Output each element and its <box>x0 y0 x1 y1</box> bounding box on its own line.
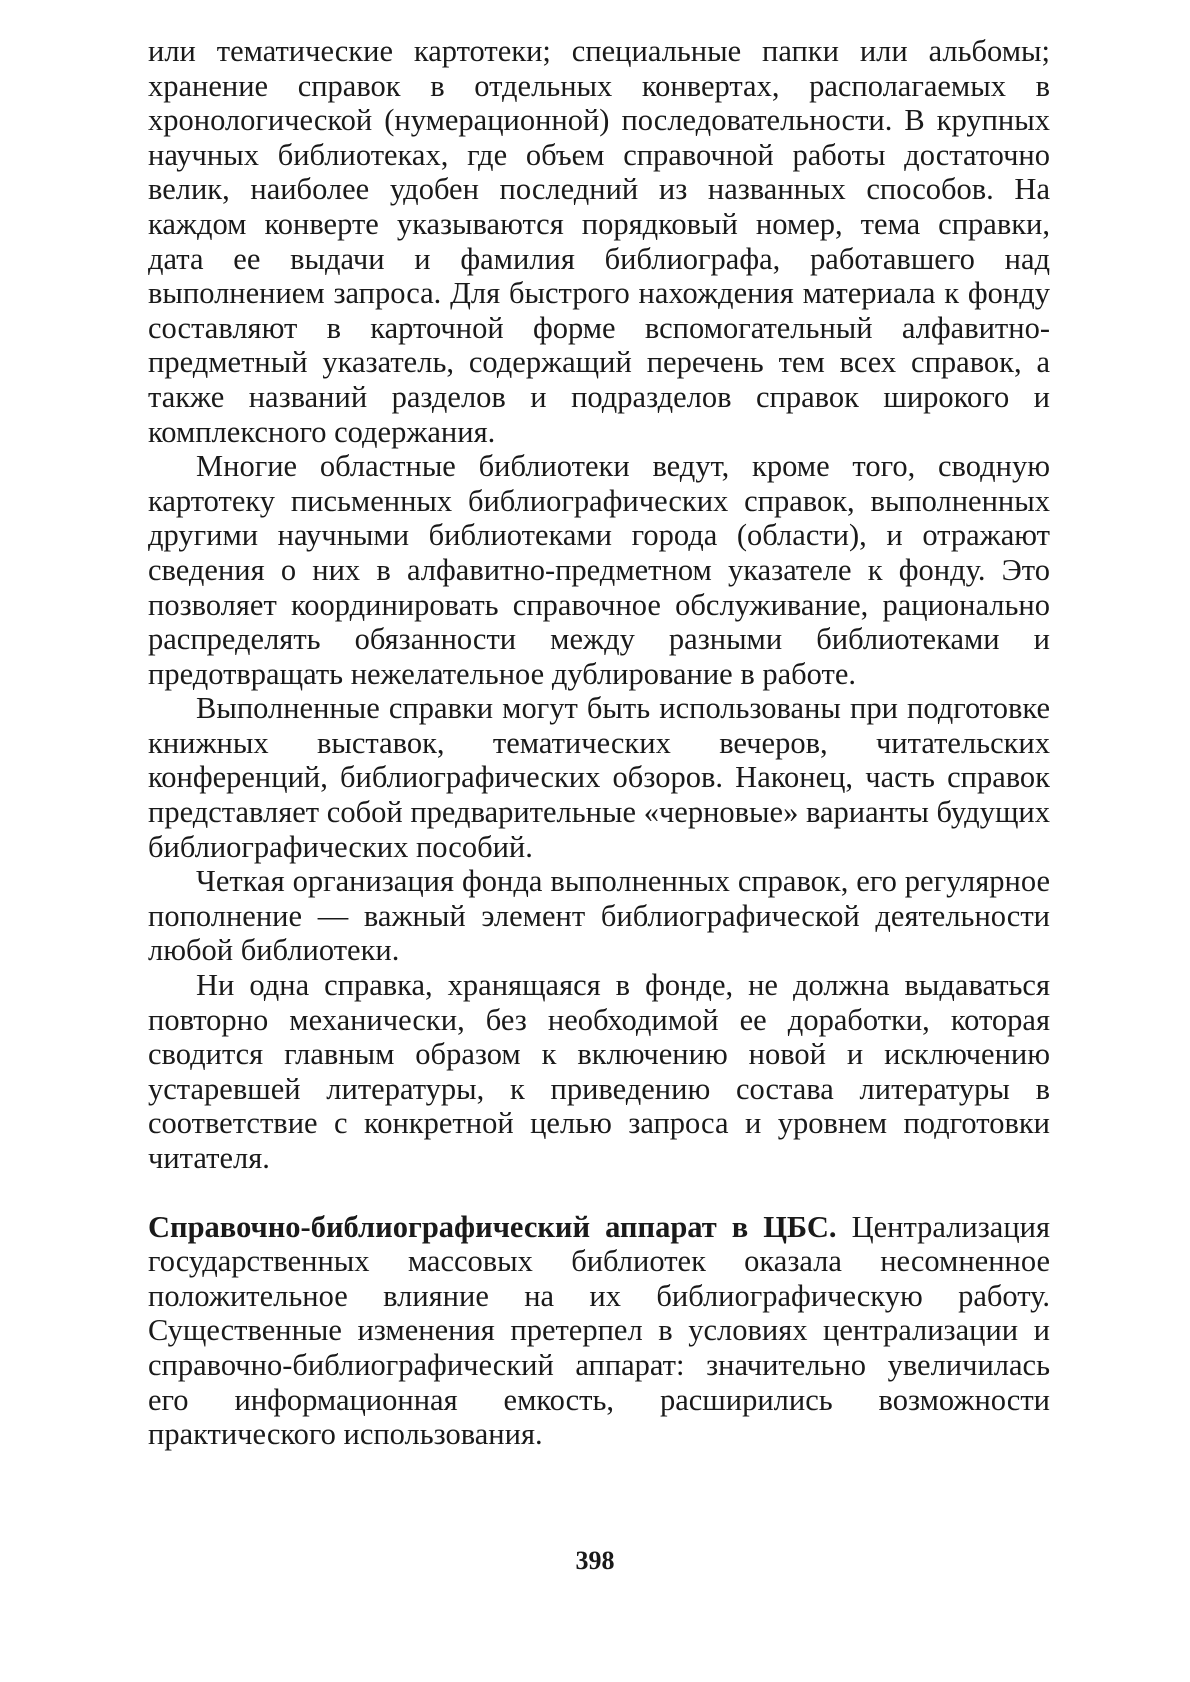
page-number: 398 <box>575 1546 615 1575</box>
section-spacer <box>148 1176 1050 1210</box>
paragraph-2: Многие областные библиотеки ведут, кроме того, сводную картотеку письменных библиографических справок, выполненных другими научными библиотеками города (области), и отражают сведения о них в алфавитно-предметном указателе к фонду. Это позволяет координировать справочное обслуживание, рационально распределять обязанности между разными библиотеками и предотвращать нежелательное дублирование в работе. <box>148 449 1050 691</box>
section-paragraph <box>148 1210 1050 1452</box>
paragraph-1: или тематические картотеки; специальные папки или альбомы; хранение справок в отдельных конвертах, располагаемых в хронологической (нумерационной) последовательности. В крупных научных библиотеках, где объем справочной работы достаточно велик, наиболее удобен последний из названных способов. На каждом конверте указываются порядковый номер, тема справки, дата ее выдачи и фамилия библиографа, работавшего над выполнением запроса. Для быстрого нахождения материала к фонду составляют в карточной форме вспомогательный алфавитно-предметный указатель, содержащий перечень тем всех справок, а также названий разделов и подразделов справок широкого и комплексного содержания. <box>148 34 1050 449</box>
page-body <box>148 34 1050 1452</box>
section-text: Централизация государственных массовых библиотек оказала несомненное положительное влияние на их библиографическую работу. Существенные изменения претерпел в условиях централизации и справочно-библиографический аппарат: значительно увеличилась его информационная емкость, расширились возможности практического использования. <box>148 1209 1051 1452</box>
section-heading: Справочно-библиографический аппарат в ЦБС. <box>148 1209 837 1244</box>
paragraph-3: Выполненные справки могут быть использованы при подготовке книжных выставок, тематических вечеров, читательских конференций, библиографических обзоров. Наконец, часть справок представляет собой предварительные «черновые» варианты будущих библиографических пособий. <box>148 691 1050 864</box>
paragraph-4: Четкая организация фонда выполненных справок, его регулярное пополнение — важный элемент библиографической деятельности любой библиотеки. <box>148 864 1050 968</box>
paragraph-5: Ни одна справка, хранящаяся в фонде, не должна выдаваться повторно механически, без необходимой ее доработки, которая сводится главным образом к включению новой и исключению устаревшей литературы, к приведению состава литературы в соответствие с конкретной целью запроса и уровнем подготовки читателя. <box>148 968 1050 1175</box>
